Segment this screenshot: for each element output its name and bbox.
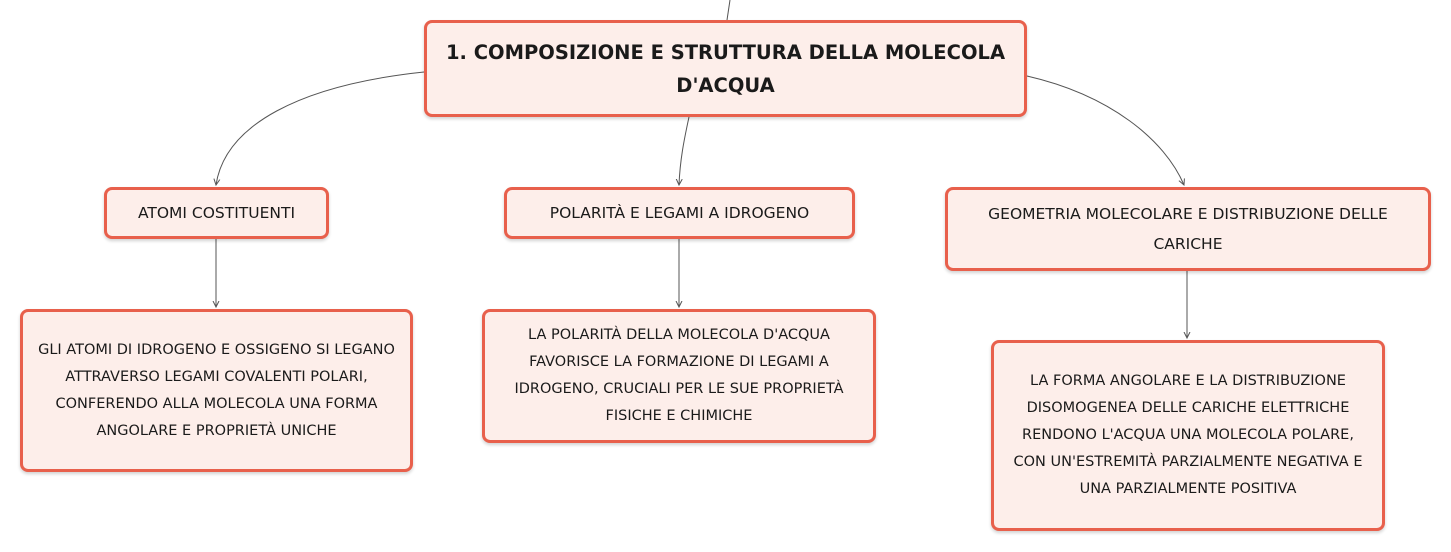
root-topic-label: 1. COMPOSIZIONE E STRUTTURA DELLA MOLECOLA D'ACQUA: [445, 40, 1006, 97]
subtopic-node-atomi-detail[interactable]: [20, 309, 413, 472]
subtopic-node-polarita-detail[interactable]: [482, 309, 876, 443]
root-topic-node[interactable]: [424, 20, 1027, 117]
topic-node-geometria-molecolare[interactable]: [945, 187, 1431, 271]
connector-incoming-root: [727, 0, 730, 20]
subtopic-label: LA FORMA ANGOLARE E LA DISTRIBUZIONE DISOMOGENEA DELLE CARICHE ELETTRICHE RENDONO L'ACQUA UNA MOLECOLA POLARE, CON UN'ESTREMITÀ PARZIALMENTE NEGATIVA E UNA PARZIALMENTE POSITIVA: [1013, 373, 1363, 497]
connector-root-polarita: [679, 117, 689, 185]
connector-root-geometria: [1027, 76, 1184, 185]
topic-node-polarita-legami[interactable]: [504, 187, 855, 239]
topic-node-atomi-costituenti[interactable]: [104, 187, 329, 239]
topic-label: POLARITÀ E LEGAMI A IDROGENO: [549, 204, 810, 222]
topic-label: GEOMETRIA MOLECOLARE E DISTRIBUZIONE DELLE CARICHE: [988, 205, 1388, 253]
connector-root-atomi: [216, 72, 424, 185]
subtopic-label: LA POLARITÀ DELLA MOLECOLA D'ACQUA FAVORISCE LA FORMAZIONE DI LEGAMI A IDROGENO, CRUCIALI PER LE SUE PROPRIETÀ FISICHE E CHIMICHE: [514, 327, 844, 424]
topic-label: ATOMI COSTITUENTI: [137, 204, 296, 222]
subtopic-label: GLI ATOMI DI IDROGENO E OSSIGENO SI LEGANO ATTRAVERSO LEGAMI COVALENTI POLARI, CONFERENDO ALLA MOLECOLA UNA FORMA ANGOLARE E PROPRIETÀ UNICHE: [38, 341, 395, 439]
subtopic-node-geometria-detail[interactable]: [991, 340, 1385, 531]
